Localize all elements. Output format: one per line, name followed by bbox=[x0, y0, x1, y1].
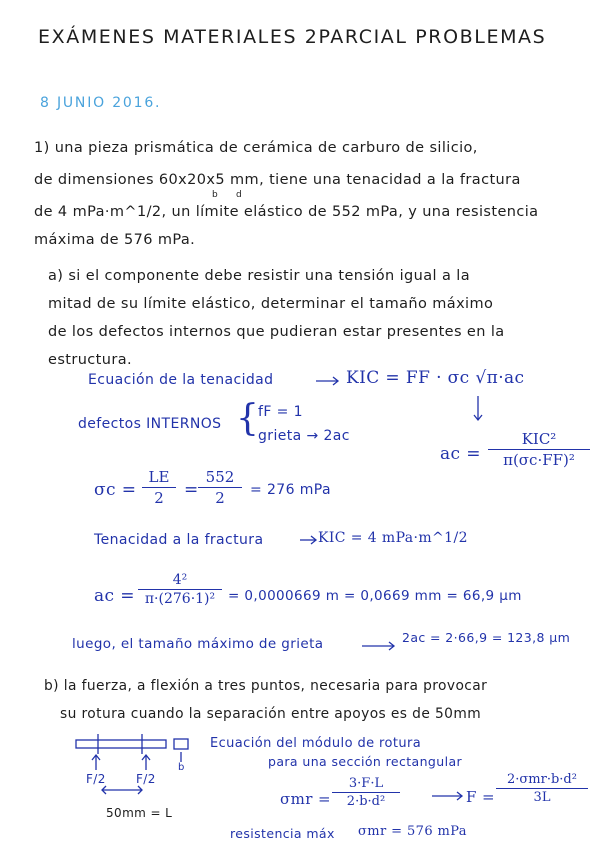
tenacity-equation-label: Ecuación de la tenacidad bbox=[88, 372, 274, 388]
section-width-label: b bbox=[178, 762, 185, 773]
part-a-line3: de los defectos internos que pudieran estar presentes en la bbox=[48, 324, 505, 340]
span-label: 50mm = L bbox=[106, 806, 173, 820]
load-left-label: F/2 bbox=[86, 772, 106, 786]
ac-computation-result: = 0,0000669 m = 0,0669 mm = 66,9 μm bbox=[228, 588, 522, 604]
max-strength-value: σmr = 576 mPa bbox=[358, 824, 467, 839]
force-denominator: 3L bbox=[533, 790, 551, 805]
problem1-line4: máxima de 576 mPa. bbox=[34, 232, 196, 248]
part-a-line1: a) si el componente debe resistir una tensión igual a la bbox=[48, 268, 470, 284]
problem1-line1: 1) una pieza prismática de cerámica de carburo de silicio, bbox=[34, 140, 478, 156]
max-strength-label: resistencia máx bbox=[230, 826, 335, 841]
rupture-section-label: para una sección rectangular bbox=[268, 754, 463, 769]
internal-defects-label: defectos INTERNOS bbox=[78, 416, 222, 432]
tenacity-equation: KIC = FF · σc √π·ac bbox=[346, 368, 525, 388]
sigma-c-fraction-1-numerator: LE bbox=[148, 468, 170, 486]
ac-computation-numerator: 4² bbox=[172, 572, 188, 588]
sigma-mr-numerator: 3·F·L bbox=[348, 776, 384, 791]
sigma-c-fraction-2-denominator: 2 bbox=[215, 489, 225, 507]
brace-glyph: { bbox=[236, 398, 259, 439]
sigma-c-lhs: σc = bbox=[94, 480, 137, 500]
conclusion-label: luego, el tamaño máximo de grieta bbox=[72, 636, 324, 652]
page-title: EXÁMENES MATERIALES 2PARCIAL PROBLEMAS bbox=[38, 26, 547, 48]
dim-d-label: d bbox=[236, 190, 243, 200]
force-lhs: F = bbox=[466, 788, 495, 806]
part-b-line2: su rotura cuando la separación entre apoyos es de 50mm bbox=[60, 706, 482, 722]
force-numerator: 2·σmr·b·d² bbox=[507, 772, 577, 787]
ac-formula-numerator: KIC² bbox=[521, 430, 557, 448]
ac-computation-denominator: π·(276·1)² bbox=[144, 591, 216, 607]
part-a-line2: mitad de su límite elástico, determinar el tamaño máximo bbox=[48, 296, 494, 312]
sigma-mr-lhs: σmr = bbox=[280, 790, 331, 808]
rupture-equation-label: Ecuación del módulo de rotura bbox=[210, 736, 422, 751]
ac-formula-denominator: π(σc·FF)² bbox=[503, 451, 575, 469]
problem1-line2: de dimensiones 60x20x5 mm, tiene una tenacidad a la fractura bbox=[34, 172, 521, 188]
shape-factor: fF = 1 bbox=[258, 404, 303, 420]
part-b-line1: b) la fuerza, a flexión a tres puntos, necesaria para provocar bbox=[44, 678, 488, 694]
sigma-c-result: = 276 mPa bbox=[250, 482, 331, 498]
ac-formula-lhs: ac = bbox=[440, 444, 481, 464]
part-a-line4: estructura. bbox=[48, 352, 133, 368]
fracture-toughness-value: KIC = 4 mPa·m^1/2 bbox=[318, 530, 468, 546]
sigma-c-fraction-2-numerator: 552 bbox=[205, 468, 235, 486]
sigma-mr-denominator: 2·b·d² bbox=[346, 794, 386, 809]
equals-sign: = bbox=[184, 480, 199, 500]
date-line: 8 JUNIO 2016. bbox=[40, 95, 162, 111]
ac-computation-lhs: ac = bbox=[94, 586, 135, 606]
sigma-c-fraction-1-denominator: 2 bbox=[154, 489, 164, 507]
load-right-label: F/2 bbox=[136, 772, 156, 786]
problem1-line3: de 4 mPa·m^1/2, un límite elástico de 552 mPa, y una resistencia bbox=[34, 204, 539, 220]
conclusion-value: 2ac = 2·66,9 = 123,8 μm bbox=[402, 630, 571, 645]
crack-size-relation: grieta → 2ac bbox=[258, 428, 350, 444]
fracture-toughness-label: Tenacidad a la fractura bbox=[94, 532, 264, 548]
dim-b-label: b bbox=[212, 190, 219, 200]
